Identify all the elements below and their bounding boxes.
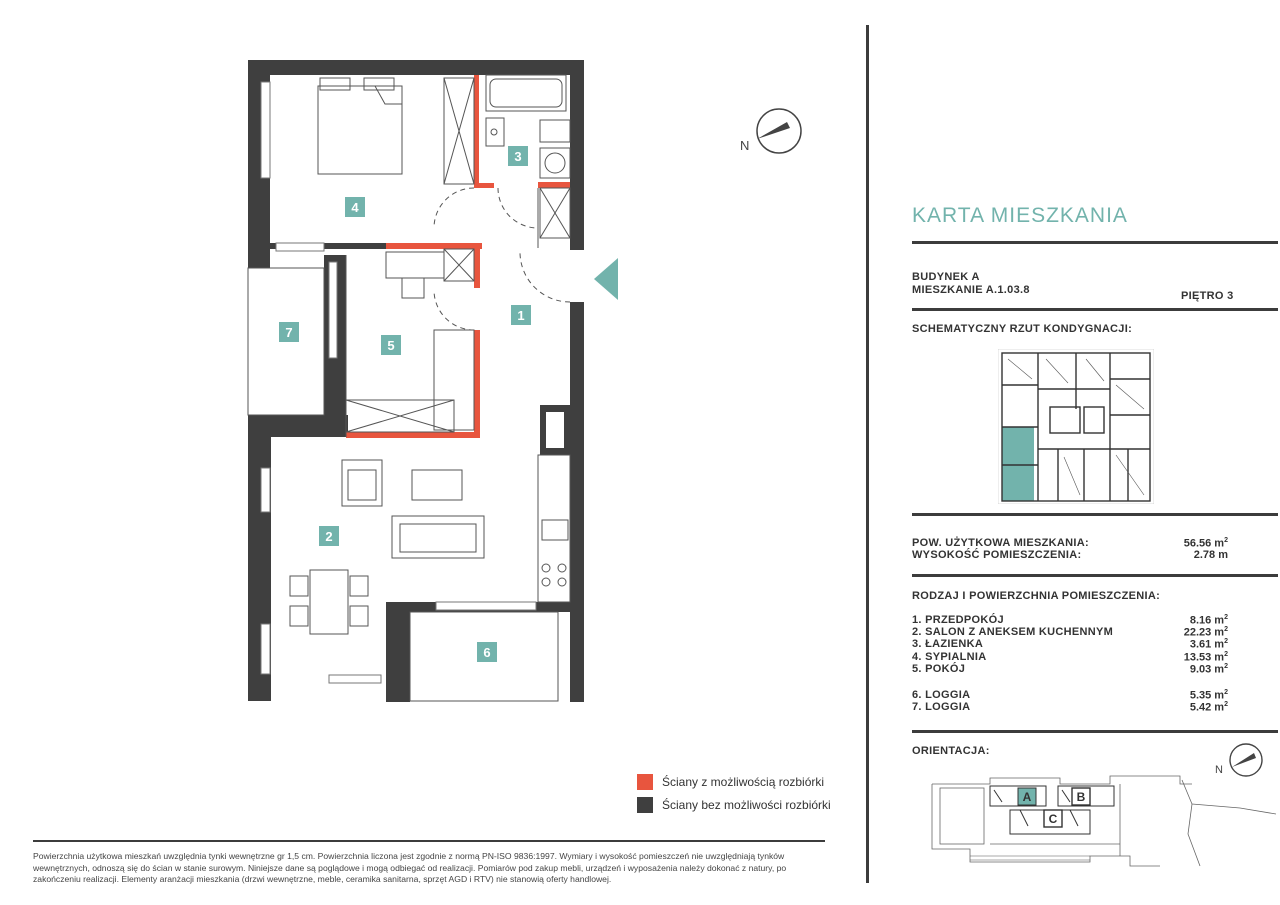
plan-compass-n: N xyxy=(740,138,750,153)
panel-divider xyxy=(866,25,869,883)
legend-removable-text: Ściany z możliwością rozbiórki xyxy=(662,775,825,789)
orientation-compass-n: N xyxy=(1215,764,1223,776)
room-number-3: 3 xyxy=(514,149,522,164)
room-number-6: 6 xyxy=(483,645,491,660)
room-name-4: 4. SYPIALNIA xyxy=(912,651,987,663)
room-number-2: 2 xyxy=(325,529,333,544)
schematic-label: SCHEMATYCZNY RZUT KONDYGNACJI: xyxy=(912,323,1133,335)
room-area-6: 5.35 $m^2$ xyxy=(1189,689,1228,702)
room-area-4: 13.53 $m^2$ xyxy=(1183,651,1228,664)
floor-label: PIĘTRO 3 xyxy=(1181,290,1234,302)
area-value: 56.56 $m^2$ xyxy=(1183,537,1228,550)
room-area-2: 22.23 $m^2$ xyxy=(1183,626,1228,639)
room-area-5: 9.03 $m^2$ xyxy=(1189,663,1228,676)
area-label: POW. UŻYTKOWA MIESZKANIA: xyxy=(912,537,1089,549)
building-label: BUDYNEK A xyxy=(912,271,980,283)
room-name-5: 5. POKÓJ xyxy=(912,663,966,675)
orientation-label: ORIENTACJA: xyxy=(912,745,990,757)
page-title: KARTA MIESZKANIA xyxy=(912,204,1128,227)
site-label-c: C xyxy=(1048,812,1058,826)
room-area-3: 3.61 $m^2$ xyxy=(1189,638,1228,651)
room-number-5: 5 xyxy=(387,338,395,353)
legend-removable-swatch xyxy=(637,774,653,790)
room-name-1: 1. PRZEDPOKÓJ xyxy=(912,614,1004,626)
rooms-heading: RODZAJ I POWIERZCHNIA POMIESZCZENIA: xyxy=(912,590,1161,602)
room-area-7: 5.42 $m^2$ xyxy=(1189,701,1228,714)
schematic-apartment-highlight xyxy=(1002,427,1034,501)
footer-note: Powierzchnia użytkowa mieszkań uwzględnia tynki wewnętrzne gr 1,5 cm. Powierzchnia liczona jest zgodnie z normą PN-ISO 9836:1997. Wymiary i wysokość pomieszczeń nie uwzględniają tynków wewnętrznych, odnoszą się do ścian w stanie surowym. Niniejsze dane są poglądowe i mogą odbiegać od realizacji. Pomiarów pod zakup mebli, urządzeń i wyposażenia należy dokonać z natury, po zakończeniu realizacji. Elementy aranżacji mieszkania (drzwi wewnętrzne, meble, ceramika sanitarna, sprzęt AGD i RTV) nie stanowią oferty handlowej. xyxy=(33,851,787,884)
room-name-3: 3. ŁAZIENKA xyxy=(912,638,984,650)
schematic-floor-plan xyxy=(998,349,1154,504)
legend-fixed-text: Ściany bez możliwości rozbiórki xyxy=(662,798,831,812)
room-name-2: 2. SALON Z ANEKSEM KUCHENNYM xyxy=(912,626,1114,638)
room-number-1: 1 xyxy=(517,308,525,323)
room-number-7: 7 xyxy=(285,325,293,340)
footer-rule xyxy=(33,840,825,842)
apartment-label: MIESZKANIE A.1.03.8 xyxy=(912,284,1030,296)
rule-title xyxy=(912,241,1278,244)
room-area-1: 8.16 $m^2$ xyxy=(1189,614,1228,627)
rule-info xyxy=(912,308,1278,311)
legend-fixed-swatch xyxy=(637,797,653,813)
site-label-b: B xyxy=(1076,790,1086,804)
entrance-arrow-icon xyxy=(594,258,618,300)
rule-rooms xyxy=(912,730,1278,733)
rule-metrics xyxy=(912,574,1278,577)
site-label-a: A xyxy=(1022,790,1032,804)
room-badges xyxy=(279,146,531,662)
site-plan xyxy=(930,774,1280,870)
floor-plan xyxy=(230,45,630,715)
removable-walls xyxy=(346,75,570,438)
height-label: WYSOKOŚĆ POMIESZCZENIA: xyxy=(912,549,1082,561)
plan-compass xyxy=(735,100,815,170)
door-swings xyxy=(434,188,570,330)
room-number-4: 4 xyxy=(351,200,359,215)
height-value: 2.78 m xyxy=(1193,549,1228,561)
room-name-7: 7. LOGGIA xyxy=(912,701,971,713)
rule-schematic xyxy=(912,513,1278,516)
room-name-6: 6. LOGGIA xyxy=(912,689,971,701)
